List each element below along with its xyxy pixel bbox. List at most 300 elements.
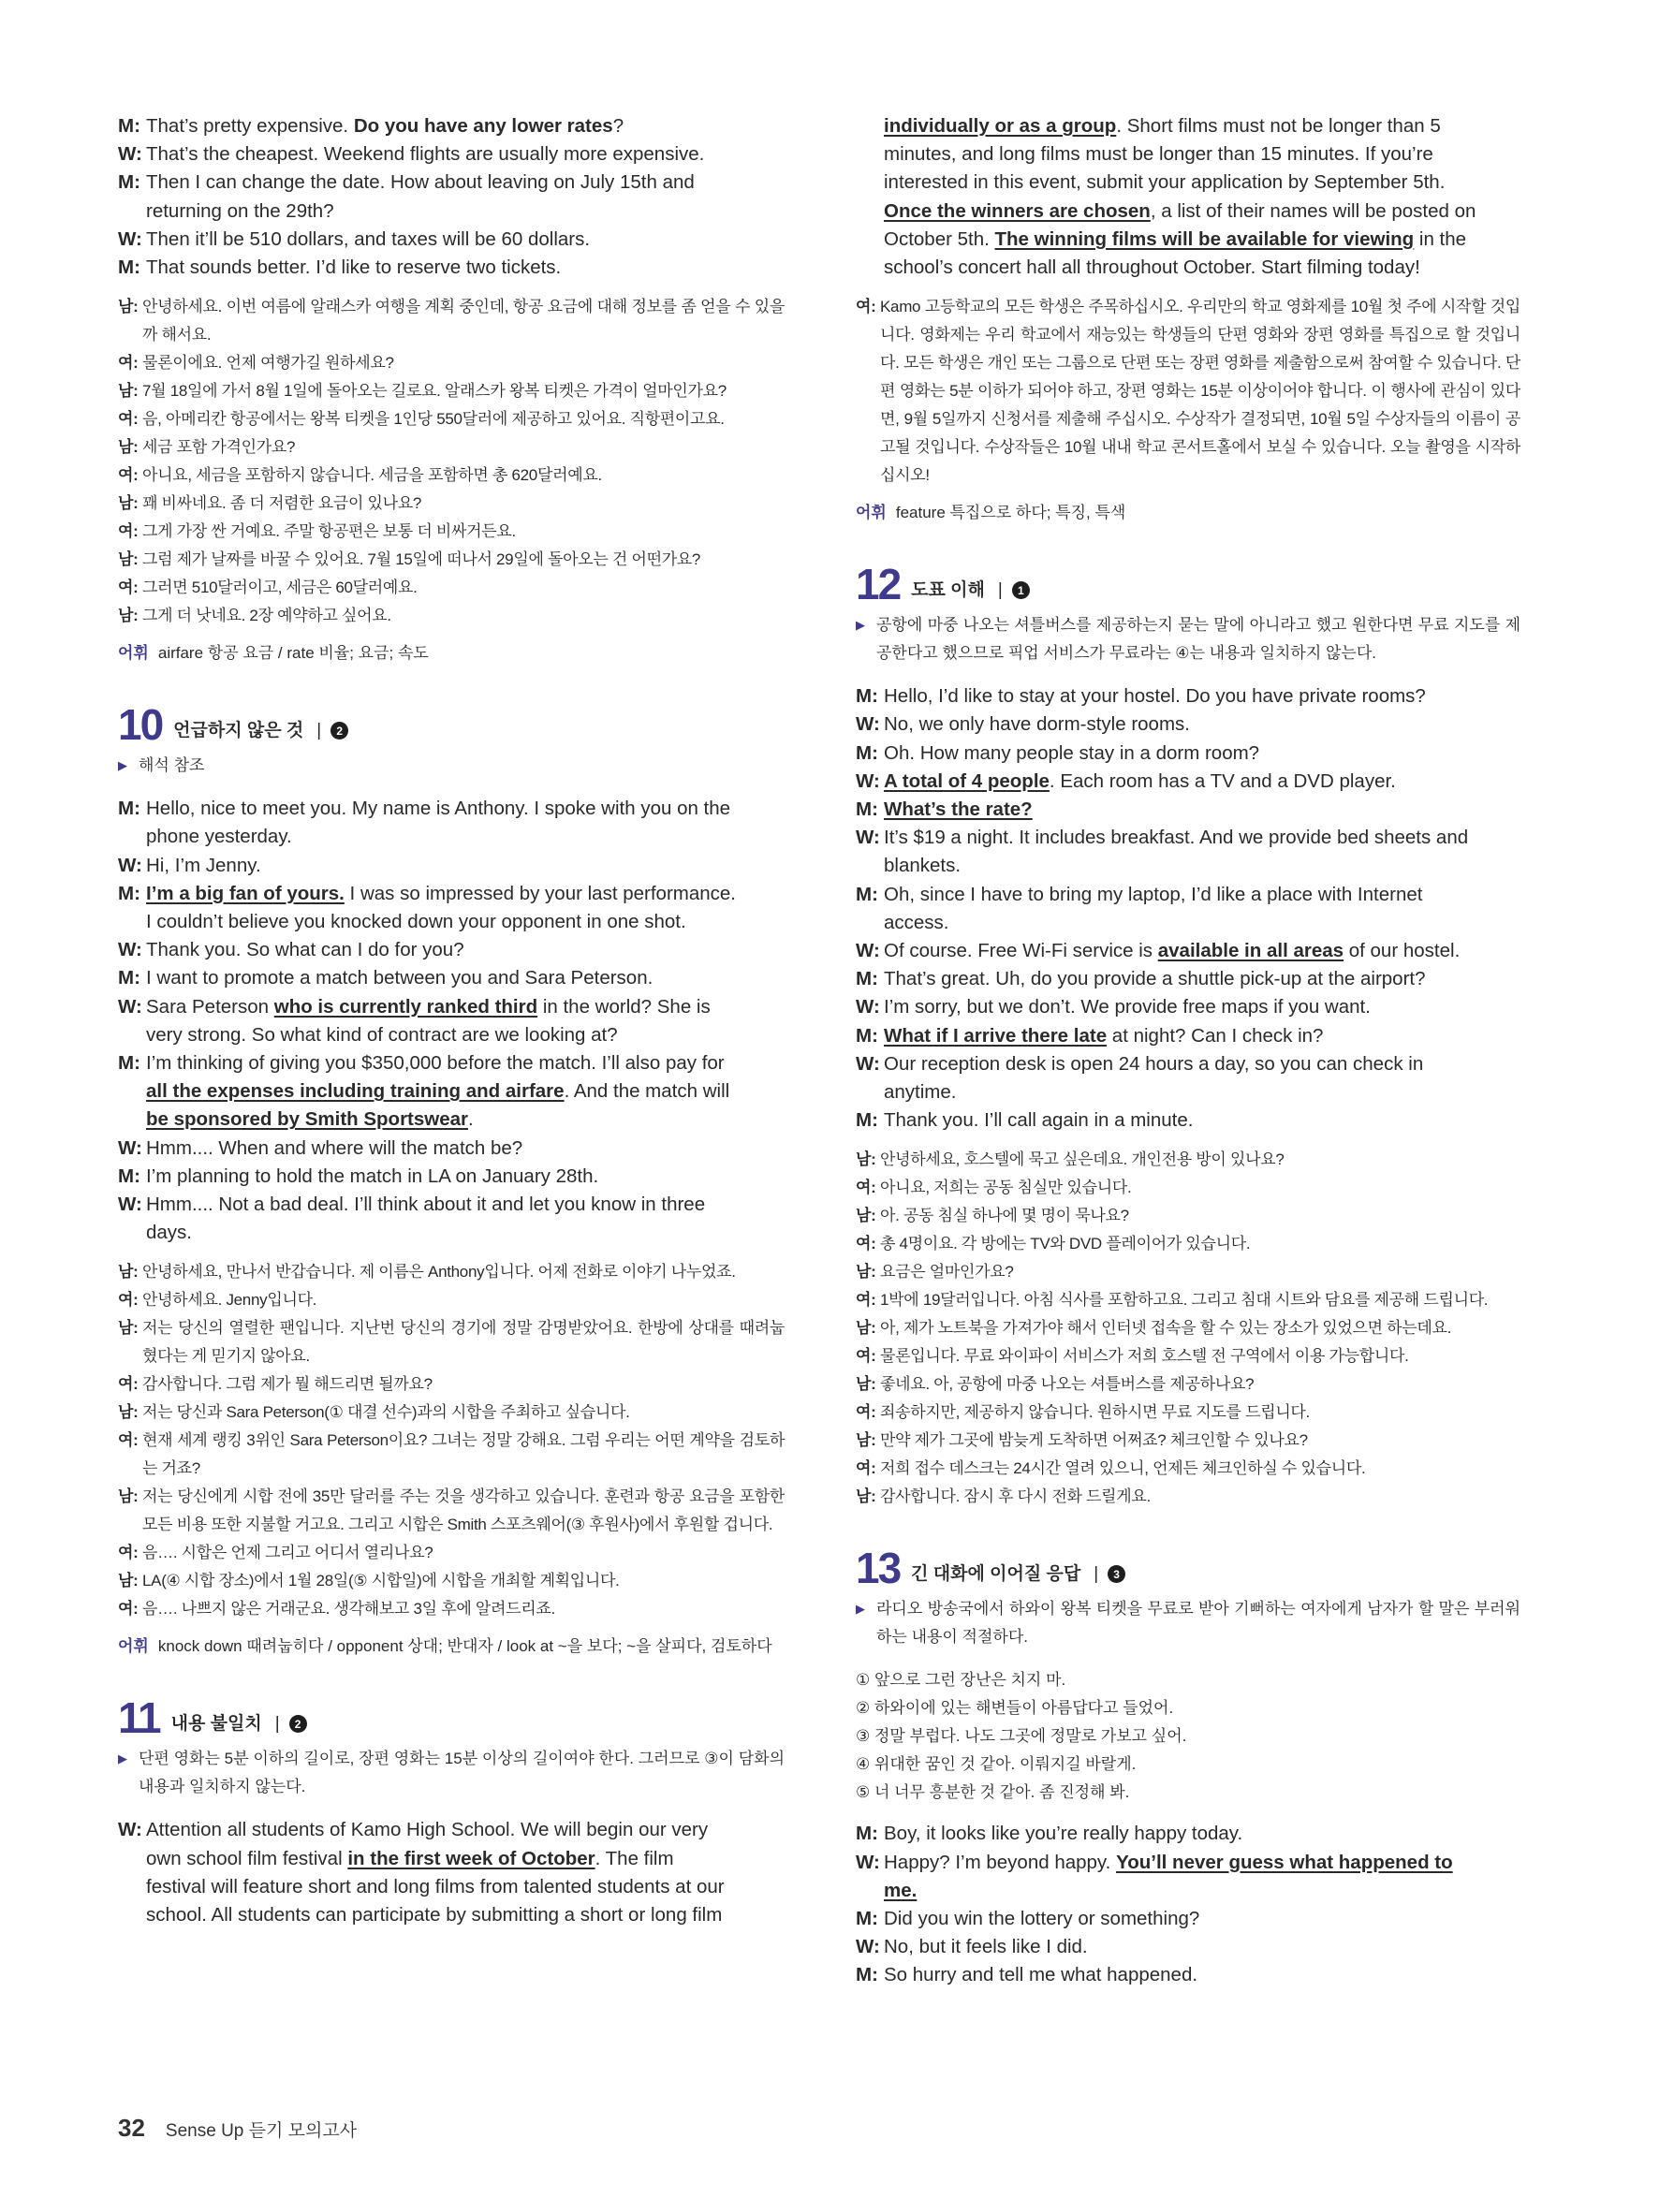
translation-line	[856, 1483, 1520, 1511]
dialogue-line	[856, 740, 1520, 768]
dialogue-line	[856, 1905, 1520, 1933]
text-segment: That’s the cheapest. Weekend flights are usually more expensive.	[146, 143, 705, 166]
speaker-label: 남:	[118, 298, 139, 316]
key-phrase: who is currently ranked third	[273, 995, 538, 1018]
translation-text: 그게 더 낫네요. 2장 예약하고 싶어요.	[142, 607, 391, 625]
speaker-label: 남:	[118, 382, 139, 401]
speaker-label: 여:	[856, 1235, 876, 1253]
question-header	[856, 1544, 1520, 1593]
dialogue-line	[856, 768, 1520, 796]
translation-text: 감사합니다. 그럼 제가 뭘 해드리면 될까요?	[142, 1375, 433, 1394]
translation-text: 음, 아메리칸 항공에서는 왕복 티켓을 1인당 550달러에 제공하고 있어요. 직항편이고요.	[142, 410, 725, 429]
text-segment: I couldn’t believe you knocked down your opponent in one shot.	[146, 911, 686, 933]
explanation-text: 해석 참조	[139, 756, 205, 775]
translation-text: 아니요, 세금을 포함하지 않습니다. 세금을 포함하면 총 620달러예요.	[142, 466, 602, 485]
key-phrase: available in all areas	[1157, 940, 1344, 962]
dialogue-text	[884, 1905, 1520, 1933]
triangle-arrow-icon: ▶	[856, 1602, 865, 1617]
korean-translation	[118, 293, 785, 630]
speaker-label: W:	[118, 939, 142, 961]
text-segment: . Each room has a TV and a DVD player.	[1049, 769, 1396, 792]
text-segment: I’m thinking of giving you $350,000 before the match. I’ll also pay for	[146, 1052, 725, 1075]
dialogue-line	[856, 1050, 1520, 1078]
dialogue-text	[146, 1191, 785, 1219]
dialogue-line	[118, 1873, 785, 1901]
dialogue-text	[884, 824, 1520, 852]
speaker-label: W:	[118, 1136, 142, 1159]
speaker-label: W:	[118, 227, 142, 250]
dialogue-line	[118, 823, 785, 851]
dialogue-text	[884, 909, 1520, 937]
text-segment: , a list of their names will be posted on	[1150, 199, 1476, 222]
question-number: 10	[118, 700, 163, 750]
dialogue-line	[856, 909, 1520, 937]
dialogue-line	[856, 112, 1520, 140]
text-segment: I was so impressed by your last performance.	[344, 882, 736, 904]
dialogue-text	[884, 254, 1520, 282]
translation-text: 감사합니다. 잠시 후 다시 전화 드릴게요.	[880, 1487, 1151, 1506]
speaker-label: M:	[856, 1024, 878, 1047]
speaker-label: W:	[856, 1851, 880, 1873]
translation-line	[118, 574, 785, 602]
dialogue-line	[856, 824, 1520, 852]
dialogue-line	[856, 937, 1520, 965]
question-title: 내용 불일치	[170, 1714, 262, 1735]
speaker-label: W:	[856, 940, 880, 962]
text-segment: ?	[612, 115, 624, 137]
vocab-text: airfare 항공 요금 / rate 비율; 요금; 속도	[157, 644, 429, 663]
dialogue-text	[884, 937, 1520, 965]
speaker-label: M:	[856, 798, 878, 821]
translation-line	[118, 546, 785, 574]
question-title: 도표 이해	[911, 580, 985, 601]
key-phrase: individually or as a group	[884, 115, 1117, 137]
translation-line	[856, 1427, 1520, 1455]
dialogue-line	[118, 1077, 785, 1106]
dialogue-line	[856, 1933, 1520, 1961]
translation-text: 아. 공동 침실 하나에 몇 명이 묵나요?	[880, 1207, 1129, 1225]
translation-line	[856, 1342, 1520, 1370]
translation-line	[856, 1399, 1520, 1427]
dialogue-line	[856, 254, 1520, 282]
translation-line	[118, 1286, 785, 1314]
dialogue-text	[884, 168, 1520, 197]
dialogue-line	[118, 1049, 785, 1077]
speaker-label: W:	[856, 827, 880, 849]
dialogue-text	[146, 254, 785, 282]
text-segment: I’m planning to hold the match in LA on January 28th.	[146, 1165, 599, 1187]
translation-line	[856, 1202, 1520, 1230]
speaker-label: 남:	[118, 1487, 139, 1506]
translation-text: 7월 18일에 가서 8월 1일에 돌아오는 길로요. 알래스카 왕복 티켓은 가격이 얼마인가요?	[142, 382, 727, 401]
speaker-label: M:	[118, 798, 140, 820]
text-segment: I want to promote a match between you and Sara Peterson.	[146, 967, 653, 989]
translation-text: Kamo 고등학교의 모든 학생은 주목하십시오. 우리만의 학교 영화제를 10월 첫 주에 시작할 것입니다. 영화제는 우리 학교에서 재능있는 학생들의 단편 영화와 장편 영화를 특집으로 할 것입니다. 모든 학생은 개인 또는 그룹으로 단편 또는 장편 영화를 제출함으로써 참여할 수 있습니다. 단편 영화는 5분 이하가 되어야 하고, 장편 영화는 15분 이상이어야 합니다. 이 행사에 관심이 있다면, 9월 5일까지 신청서를 제출해 주십시오. 수상작가 결정되면, 10월 5일 수상자들의 이름이 공고될 것입니다. 수상작들은 10월 내내 학교 콘서트홀에서 보실 수 있습니다. 오늘 촬영을 시작하십시오!	[880, 298, 1520, 485]
text-segment: . The film	[595, 1847, 674, 1869]
translation-line	[118, 461, 785, 490]
dialogue-line	[856, 1849, 1520, 1877]
speaker-label: M:	[118, 882, 140, 904]
translation-line	[118, 1370, 785, 1399]
text-segment: Thank you. So what can I do for you?	[146, 939, 464, 961]
dialogue-text	[146, 1049, 785, 1077]
text-segment: That’s great. Uh, do you provide a shuttle pick-up at the airport?	[884, 968, 1426, 990]
dialogue-line	[856, 881, 1520, 909]
speaker-label: 남:	[118, 1572, 139, 1590]
translation-text: 그럼 제가 날짜를 바꿀 수 있어요. 7월 15일에 떠나서 29일에 돌아오는 건 어떤가요?	[142, 550, 701, 569]
explanation	[118, 1745, 785, 1801]
translation-text: 현재 세계 랭킹 3위인 Sara Peterson이요? 그녀는 정말 강해요. 그럼 우리는 어떤 계약을 검토하는 거죠?	[142, 1431, 785, 1478]
dialogue-text	[884, 768, 1520, 796]
speaker-label: M:	[856, 1823, 878, 1845]
dialogue-text	[884, 1820, 1520, 1848]
book-title: Sense Up 듣기 모의고사	[165, 2121, 358, 2141]
text-segment: festival will feature short and long films from talented students at our	[146, 1875, 725, 1897]
speaker-label: 남:	[856, 1207, 876, 1225]
question-number: 12	[856, 560, 901, 609]
dialogue-text	[884, 140, 1520, 168]
triangle-arrow-icon: ▶	[118, 758, 127, 773]
text-segment: .	[468, 1108, 474, 1131]
title-separator: |	[997, 580, 1003, 601]
text-segment: access.	[884, 911, 949, 933]
text-segment: returning on the 29th?	[146, 199, 334, 222]
explanation	[856, 1595, 1520, 1651]
translation-line	[856, 1314, 1520, 1342]
speaker-label: 여:	[856, 1459, 876, 1478]
dialogue-text	[146, 1077, 785, 1106]
translation-text: 꽤 비싸네요. 좀 더 저렴한 요금이 있나요?	[142, 494, 422, 513]
translation-line	[118, 405, 785, 433]
dialogue-text	[146, 795, 785, 823]
explanation-text: 라디오 방송국에서 하와이 왕복 티켓을 무료로 받아 기뻐하는 여자에게 남자가 할 말은 부러워하는 내용이 적절하다.	[876, 1600, 1520, 1647]
translation-line	[856, 293, 1520, 490]
difficulty-badge: 3	[1108, 1565, 1125, 1583]
dialogue-text	[884, 881, 1520, 909]
text-segment: Boy, it looks like you’re really happy today.	[884, 1823, 1243, 1845]
vocab-label: 어휘	[856, 504, 887, 522]
text-segment: Happy? I’m beyond happy.	[884, 1851, 1117, 1873]
dialogue-line	[856, 710, 1520, 739]
dialogue-line	[856, 1820, 1520, 1848]
vocab-label: 어휘	[118, 644, 149, 663]
explanation-text: 단편 영화는 5분 이하의 길이로, 장편 영화는 15분 이상의 길이여야 한다. 그러므로 ③이 담화의 내용과 일치하지 않는다.	[139, 1750, 785, 1796]
translation-text: 물론입니다. 무료 와이파이 서비스가 저희 호스텔 전 구역에서 이용 가능합니다.	[880, 1347, 1409, 1366]
dialogue-text	[146, 1135, 785, 1163]
question-header	[118, 700, 785, 750]
text-segment: of our hostel.	[1344, 940, 1461, 962]
text-segment: in the world? She is	[537, 995, 711, 1018]
key-phrase: me.	[884, 1879, 918, 1901]
translation-line	[118, 349, 785, 377]
difficulty-badge: 1	[1012, 581, 1030, 599]
translation-text: 죄송하지만, 제공하지 않습니다. 원하시면 무료 지도를 드립니다.	[880, 1403, 1310, 1422]
vocab-text: knock down 때려눕히다 / opponent 상대; 반대자 / look at ~을 보다; ~을 살피다, 검토하다	[157, 1637, 772, 1656]
dialogue-text	[884, 1961, 1520, 1989]
dialogue-line	[118, 1901, 785, 1929]
text-segment: school. All students can participate by submitting a short or long film	[146, 1904, 723, 1926]
speaker-label: 여:	[118, 1600, 139, 1619]
speaker-label: M:	[856, 1908, 878, 1930]
dialogue-text	[884, 710, 1520, 739]
speaker-label: 여:	[118, 1291, 139, 1310]
dialogue-line	[856, 1078, 1520, 1106]
difficulty-badge: 2	[330, 722, 348, 740]
text-segment: Thank you. I’ll call again in a minute.	[884, 1109, 1194, 1132]
key-phrase: all the expenses including training and airfare	[146, 1080, 565, 1103]
translation-text: 아, 제가 노트북을 가져가야 해서 인터넷 접속을 할 수 있는 장소가 있었으면 하는데요.	[880, 1319, 1452, 1338]
dialogue-line	[118, 964, 785, 992]
translation-line	[118, 1314, 785, 1370]
dialogue-text	[146, 226, 785, 254]
speaker-label: 여:	[118, 354, 139, 373]
key-phrase: You’ll never guess what happened to	[1116, 1851, 1453, 1873]
dialogue-text	[146, 1816, 785, 1844]
translation-text: 세금 포함 가격인가요?	[142, 438, 296, 457]
dialogue-line	[118, 1163, 785, 1191]
speaker-label: W:	[118, 1194, 142, 1216]
text-segment: at night? Can I check in?	[1107, 1024, 1324, 1047]
dialogue	[118, 795, 785, 1247]
dialogue-line	[856, 1022, 1520, 1050]
dialogue-text	[146, 852, 785, 880]
text-segment: . Short films must not be longer than 5	[1116, 115, 1441, 137]
translation-line	[118, 293, 785, 349]
dialogue-line	[118, 795, 785, 823]
dialogue-text	[884, 1078, 1520, 1106]
explanation	[856, 611, 1520, 667]
speaker-label: 남:	[118, 1403, 139, 1422]
dialogue-text	[146, 198, 785, 226]
dialogue-line	[118, 993, 785, 1021]
translation-text: 아니요, 저희는 공동 침실만 있습니다.	[880, 1179, 1132, 1197]
dialogue-text	[884, 993, 1520, 1021]
translation-line	[118, 1399, 785, 1427]
triangle-arrow-icon: ▶	[118, 1751, 127, 1766]
speaker-label: 남:	[118, 1319, 139, 1338]
korean-translation	[118, 1258, 785, 1623]
question-number: 13	[856, 1544, 901, 1593]
dialogue	[118, 112, 785, 282]
translation-line	[118, 518, 785, 546]
dialogue-text	[146, 936, 785, 964]
vocab-text: feature 특집으로 하다; 특징, 특색	[895, 504, 1126, 522]
speaker-label: 여:	[118, 579, 139, 597]
text-segment: interested in this event, submit your application by September 5th.	[884, 171, 1446, 194]
translation-text: 좋네요. 아, 공항에 마중 나오는 셔틀버스를 제공하나요?	[880, 1375, 1255, 1394]
speaker-label: 여:	[118, 466, 139, 485]
key-phrase: A total of 4 people	[884, 769, 1050, 792]
text-segment: minutes, and long films must be longer than 15 minutes. If you’re	[884, 143, 1433, 166]
speaker-label: W:	[856, 1052, 880, 1075]
key-phrase: What if I arrive there late	[884, 1024, 1108, 1047]
text-segment: Hmm.... Not a bad deal. I’ll think about it and let you know in three	[146, 1194, 706, 1216]
translation-text: 그게 가장 싼 거예요. 주말 항공편은 보통 더 비싸거든요.	[142, 522, 516, 541]
translation-line	[118, 602, 785, 630]
title-separator: |	[1094, 1564, 1099, 1585]
speaker-label: W:	[856, 769, 880, 792]
dialogue-text	[884, 226, 1520, 254]
key-phrase: be sponsored by Smith Sportswear	[146, 1108, 469, 1131]
translation-text: 저는 당신에게 시합 전에 35만 달러를 주는 것을 생각하고 있습니다. 훈련과 항공 요금을 포함한 모든 비용 또한 지불할 거고요. 그리고 시합은 Smith 스포츠웨어(③ 후원사)에서 후원할 겁니다.	[142, 1487, 785, 1534]
text-segment: No, but it feels like I did.	[884, 1936, 1088, 1958]
question-title: 언급하지 않은 것	[173, 721, 304, 741]
speaker-label: M:	[118, 256, 140, 279]
speaker-label: W:	[856, 1936, 880, 1958]
dialogue-line	[118, 1135, 785, 1163]
text-segment: That’s pretty expensive.	[146, 115, 354, 137]
dialogue-text	[146, 1845, 785, 1873]
dialogue-text	[146, 140, 785, 168]
dialogue-line	[856, 965, 1520, 993]
speaker-label: 남:	[856, 1487, 876, 1506]
dialogue-text	[884, 112, 1520, 140]
dialogue-text	[146, 168, 785, 197]
korean-translation	[856, 1146, 1520, 1511]
dialogue-text	[146, 823, 785, 851]
translation-line	[856, 1258, 1520, 1286]
key-phrase: in the first week of October	[347, 1847, 595, 1869]
dialogue-line	[118, 1219, 785, 1247]
speaker-label: W:	[118, 995, 142, 1018]
dialogue-line	[118, 880, 785, 908]
dialogue-text	[884, 796, 1520, 824]
translation-text: LA(④ 시합 장소)에서 1월 28일(⑤ 시합일)에 시합을 개최할 계획입니다.	[142, 1572, 620, 1590]
key-phrase: Once the winners are chosen	[884, 199, 1151, 222]
text-segment: I’m sorry, but we don’t. We provide free maps if you want.	[884, 996, 1371, 1018]
translation-text: 안녕하세요, 만나서 반갑습니다. 제 이름은 Anthony입니다. 어제 전화로 이야기 나누었죠.	[142, 1263, 736, 1282]
speaker-label: M:	[856, 883, 878, 905]
translation-line	[118, 1258, 785, 1286]
speaker-label: W:	[118, 143, 142, 166]
dialogue-line	[856, 1961, 1520, 1989]
dialogue-text	[146, 1106, 785, 1134]
dialogue-text	[884, 965, 1520, 993]
text-segment: Attention all students of Kamo High School. We will begin our very	[146, 1819, 709, 1841]
answer-option: ④ 위대한 꿈인 것 같아. 이뤄지길 바랄게.	[856, 1755, 1137, 1774]
speaker-label: 남:	[856, 1319, 876, 1338]
translation-text: 음…. 시합은 언제 그리고 어디서 열리나요?	[142, 1544, 433, 1562]
translation-text: 저는 당신과 Sara Peterson(① 대결 선수)과의 시합을 주최하고 싶습니다.	[142, 1403, 630, 1422]
translation-line	[118, 433, 785, 461]
title-separator: |	[316, 721, 322, 741]
vocab-label: 어휘	[118, 1637, 149, 1656]
translation-text: 안녕하세요. 이번 여름에 알래스카 여행을 계획 중인데, 항공 요금에 대해 정보를 좀 얻을 수 있을까 해서요.	[142, 298, 785, 344]
translation-line	[856, 1370, 1520, 1399]
text-segment: phone yesterday.	[146, 826, 292, 848]
speaker-label: M:	[856, 741, 878, 764]
translation-text: 총 4명이요. 각 방에는 TV와 DVD 플레이어가 있습니다.	[880, 1235, 1251, 1253]
dialogue-line	[856, 852, 1520, 880]
speaker-label: M:	[118, 115, 140, 137]
question-title: 긴 대화에 이어질 응답	[911, 1564, 1081, 1585]
explanation	[118, 752, 785, 780]
dialogue-line	[856, 1877, 1520, 1905]
text-segment: Did you win the lottery or something?	[884, 1908, 1200, 1930]
speaker-label: 여:	[118, 1544, 139, 1562]
translation-text: 저희 접수 데스크는 24시간 열려 있으니, 언제든 체크인하실 수 있습니다.	[880, 1459, 1366, 1478]
translation-line	[856, 1286, 1520, 1314]
dialogue-line	[118, 198, 785, 226]
explanation-text: 공항에 마중 나오는 셔틀버스를 제공하는지 묻는 말에 아니라고 했고 원한다면 무료 지도를 제공한다고 했으므로 픽업 서비스가 무료라는 ④는 내용과 일치하지 않는다.	[876, 616, 1520, 663]
text-segment: Hello, nice to meet you. My name is Anthony. I spoke with you on the	[146, 798, 731, 820]
dialogue-text	[146, 964, 785, 992]
dialogue-line	[856, 226, 1520, 254]
translation-line	[856, 1146, 1520, 1174]
text-segment: Hmm.... When and where will the match be?	[146, 1136, 523, 1159]
translation-line	[118, 1483, 785, 1539]
dialogue-text	[146, 993, 785, 1021]
speaker-label: 남:	[118, 550, 139, 569]
text-segment: Hello, I’d like to stay at your hostel. Do you have private rooms?	[884, 685, 1426, 708]
dialogue-text	[884, 1849, 1520, 1877]
translation-line	[118, 1595, 785, 1623]
speaker-label: W:	[856, 713, 880, 736]
dialogue-line	[118, 254, 785, 282]
dialogue	[856, 112, 1520, 282]
translation-text: 그러면 510달러이고, 세금은 60달러예요.	[142, 579, 418, 597]
vocabulary-note	[856, 499, 1520, 527]
speaker-label: M:	[856, 685, 878, 708]
text-segment: Our reception desk is open 24 hours a day, so you can check in	[884, 1052, 1424, 1075]
speaker-label: 남:	[856, 1431, 876, 1450]
page-footer	[118, 2114, 357, 2143]
speaker-label: 여:	[118, 410, 139, 429]
dialogue-line	[118, 936, 785, 964]
text-segment: . And the match will	[564, 1080, 730, 1103]
dialogue-text	[884, 1933, 1520, 1961]
dialogue-line	[118, 908, 785, 936]
speaker-label: 여:	[118, 1431, 139, 1450]
dialogue-line	[118, 140, 785, 168]
translation-line	[856, 1455, 1520, 1483]
dialogue-line	[118, 1191, 785, 1219]
speaker-label: 남:	[856, 1150, 876, 1169]
vocabulary-note	[118, 639, 785, 667]
dialogue	[118, 1816, 785, 1929]
speaker-label: W:	[118, 1819, 142, 1841]
speaker-label: 여:	[856, 1179, 876, 1197]
dialogue-text	[146, 1021, 785, 1049]
speaker-label: 남:	[856, 1263, 876, 1282]
answer-option: ③ 정말 부럽다. 나도 그곳에 정말로 가보고 싶어.	[856, 1727, 1187, 1746]
speaker-label: 남:	[118, 607, 139, 625]
key-phrase: The winning films will be available for viewing	[994, 227, 1415, 250]
dialogue	[856, 1820, 1520, 1989]
key-phrase: I’m a big fan of yours.	[146, 882, 345, 904]
speaker-label: M:	[856, 1964, 878, 1986]
text-segment: That sounds better. I’d like to reserve two tickets.	[146, 256, 562, 279]
text-segment: So hurry and tell me what happened.	[884, 1964, 1198, 1986]
dialogue-line	[856, 993, 1520, 1021]
dialogue-text	[146, 1163, 785, 1191]
speaker-label: 여:	[856, 298, 876, 316]
vocabulary-note	[118, 1633, 785, 1661]
translation-text: 안녕하세요, 호스텔에 묵고 싶은데요. 개인전용 방이 있나요?	[880, 1150, 1285, 1169]
speaker-label: M:	[856, 968, 878, 990]
dialogue-line	[856, 168, 1520, 197]
text-segment: Sara Peterson	[146, 995, 274, 1018]
answer-option: ① 앞으로 그런 장난은 치지 마.	[856, 1671, 1066, 1690]
answer-option: ② 하와이에 있는 해변들이 아름답다고 들었어.	[856, 1699, 1174, 1718]
text-segment: Of course. Free Wi-Fi service is	[884, 940, 1158, 962]
translation-text: 만약 제가 그곳에 밤늦게 도착하면 어쩌죠? 체크인할 수 있나요?	[880, 1431, 1308, 1450]
dialogue-text	[146, 1873, 785, 1901]
speaker-label: M:	[118, 171, 140, 194]
translation-line	[118, 1567, 785, 1595]
translation-line	[118, 377, 785, 405]
speaker-label: 여:	[118, 1375, 139, 1394]
